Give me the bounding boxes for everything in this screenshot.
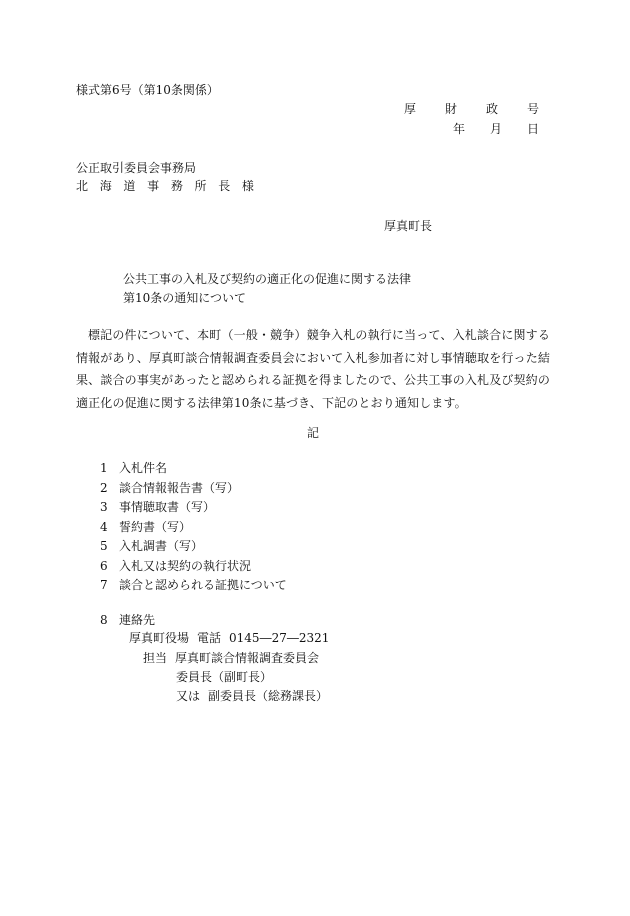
document-date (453, 123, 539, 135)
office-char: 長 (218, 179, 231, 193)
office-char: 務 (170, 179, 183, 193)
recipient-organization: 公正取引委員会事務局 (76, 161, 197, 175)
item-number: 6 (100, 558, 108, 573)
contact-office-line (129, 632, 329, 644)
body-paragraph: 標記の件について、本町（一般・競争）競争入札の執行に当って、入札談合に関する情報があり、厚真町談合情報調査委員会において入札参加者に対し事情聴取を行った結果、談合の事実があったと認められる証拠を得ましたので、公共工事の入札及び契約の適正化の促進に関する法律第10条に基づき、下記のとおり通知します。 (76, 328, 550, 410)
item-number: 1 (100, 461, 108, 475)
or-label: 又は (176, 689, 201, 703)
date-month: 月 (489, 122, 502, 136)
item-label: 入札又は契約の執行状況 (119, 558, 252, 573)
item-label: 入札件名 (119, 461, 168, 475)
list-item (100, 540, 287, 560)
recipient-office (76, 180, 254, 192)
item-label: 談合情報報告書（写） (119, 480, 240, 495)
list-item (100, 579, 287, 599)
form-number: 様式第6号（第10条関係） (76, 83, 219, 97)
office-char: 道 (123, 179, 136, 193)
item-number: 2 (100, 480, 108, 495)
list-item (100, 462, 287, 482)
committee-name: 厚真町談合情報調査委員会 (175, 651, 320, 665)
subject-line-2: 第10条の通知について (123, 291, 247, 305)
item-label: 事情聴取書（写） (119, 500, 216, 514)
list-item (100, 560, 287, 580)
contact-chair: 委員長（副町長） (176, 670, 273, 684)
item-number: 8 (100, 613, 108, 627)
phone-label: 電話 (197, 631, 222, 645)
contact-heading-label: 連絡先 (119, 613, 156, 627)
date-year: 年 (453, 122, 466, 136)
doc-number-char: 厚 (404, 102, 417, 116)
document-number (404, 103, 539, 115)
doc-number-char: 財 (444, 102, 457, 116)
subject-line-1: 公共工事の入札及び契約の適正化の促進に関する法律 (123, 272, 412, 286)
contact-charge-line (143, 652, 319, 664)
contact-heading (100, 614, 155, 626)
vice-chair: 副委員長（総務課長） (208, 689, 329, 703)
record-heading: 記 (307, 426, 320, 440)
office-char: 事 (147, 179, 160, 193)
list-item (100, 521, 287, 541)
office-char: 海 (99, 179, 112, 193)
doc-number-char: 号 (526, 102, 539, 116)
date-day: 日 (526, 122, 539, 136)
item-label: 誓約書（写） (119, 519, 192, 534)
contact-office: 厚真町役場 (129, 631, 190, 645)
item-label: 談合と認められる証拠について (119, 578, 287, 592)
list-item (100, 482, 287, 502)
list-item (100, 501, 287, 521)
office-char: 様 (241, 179, 254, 193)
item-number: 7 (100, 578, 108, 592)
office-char: 所 (194, 179, 207, 193)
item-number: 3 (100, 500, 108, 514)
doc-number-char: 政 (485, 102, 498, 116)
phone-number: 0145―27―2321 (229, 631, 330, 645)
item-number: 4 (100, 519, 108, 534)
sender-name: 厚真町長 (384, 219, 433, 233)
charge-label: 担当 (143, 651, 168, 665)
item-number: 5 (100, 539, 108, 553)
contact-vice-chair-line (176, 690, 328, 702)
office-char: 北 (76, 179, 89, 193)
item-label: 入札調書（写） (119, 539, 204, 553)
enclosure-list (100, 462, 287, 599)
